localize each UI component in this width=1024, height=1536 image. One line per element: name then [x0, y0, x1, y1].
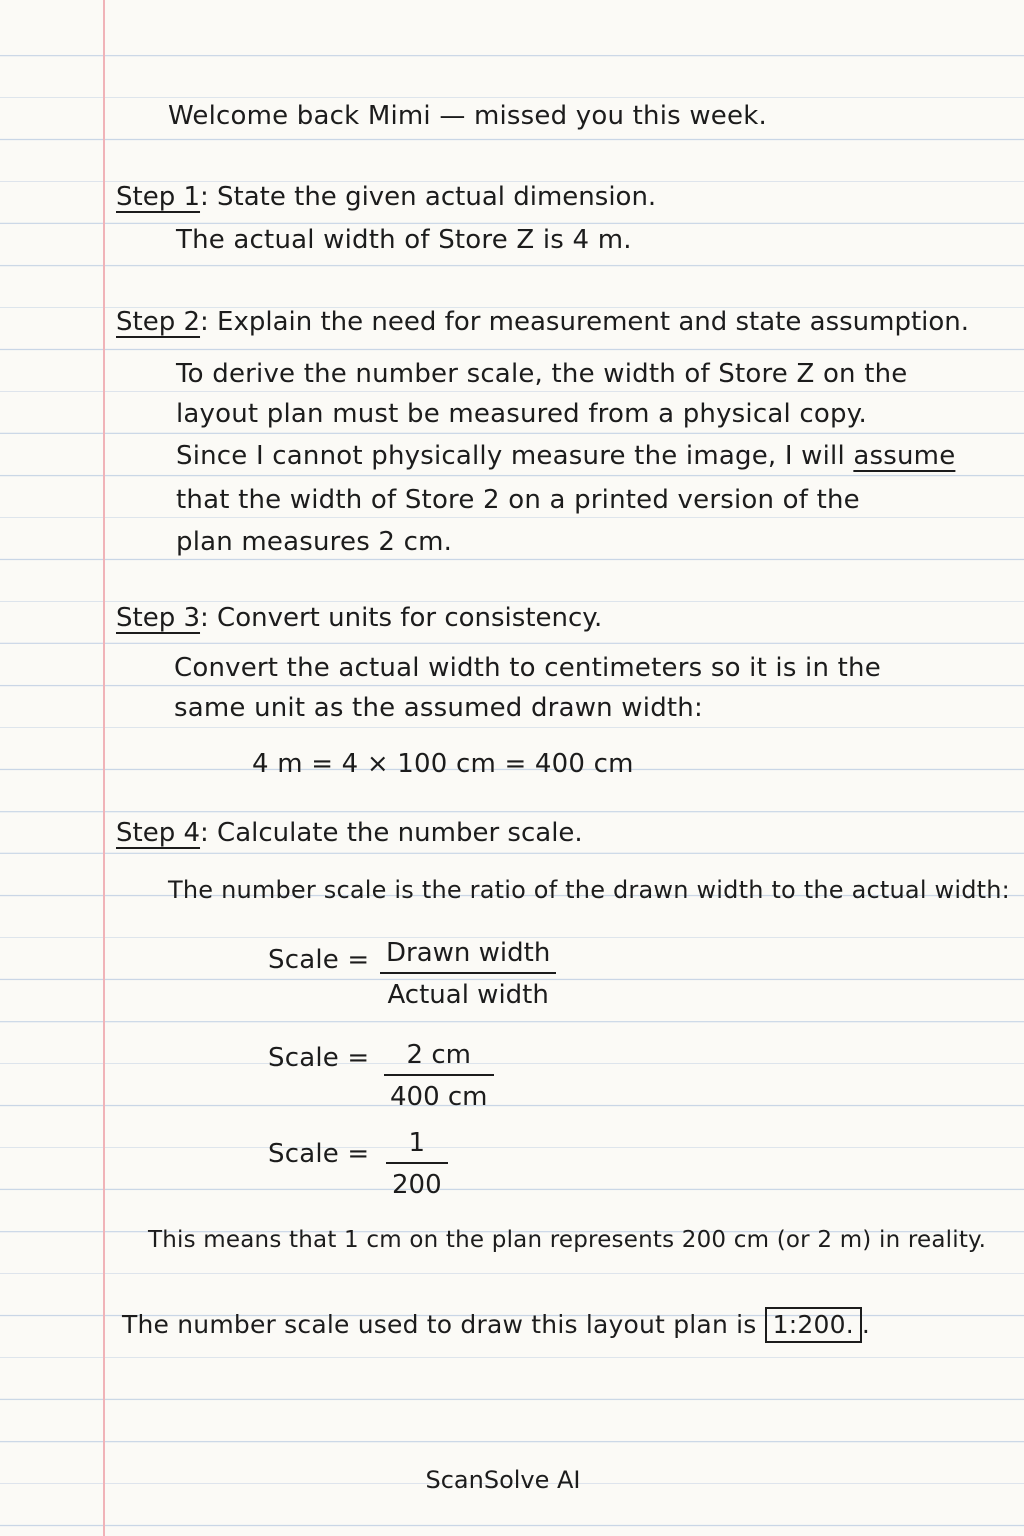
equation-3-numerator: 1	[408, 1128, 426, 1158]
step-3-label: Step 3	[116, 603, 201, 633]
step-3-line-1: Convert the actual width to centimeters so it is in the	[174, 653, 881, 683]
equation-1-denominator: Actual width	[387, 980, 549, 1010]
equation-3-fraction	[386, 1126, 448, 1202]
step-2-heading: Step 2: Explain the need for measurement and state assumption.	[116, 307, 970, 337]
step-2-label: Step 2	[116, 307, 201, 337]
step-2-line-3-text: Since I cannot physically measure the image, I will	[176, 441, 854, 471]
greeting: Welcome back Mimi — missed you this week.	[168, 101, 767, 131]
step-2-line-2: layout plan must be measured from a physical copy.	[176, 399, 868, 429]
equation-2-lhs: Scale =	[268, 1043, 370, 1073]
step-4-label: Step 4	[116, 818, 201, 848]
conclusion-text: The number scale used to draw this layout plan is	[122, 1310, 765, 1339]
step-1-label: Step 1	[116, 182, 201, 212]
equation-1-fraction-bar	[380, 972, 556, 974]
equation-3-fraction-bar	[386, 1162, 448, 1164]
step-1-line-1: The actual width of Store Z is 4 m.	[176, 225, 632, 255]
step-1-heading: Step 1: State the given actual dimension.	[116, 182, 657, 212]
footer-brand: ScanSolve AI	[425, 1466, 581, 1494]
final-answer-box: 1:200.	[765, 1307, 862, 1343]
step-4-line-1: The number scale is the ratio of the drawn width to the actual width:	[168, 876, 1010, 904]
equation-2-fraction-bar	[384, 1074, 494, 1076]
step-1-title: State the given actual dimension.	[217, 182, 657, 212]
notebook-margin-line	[103, 0, 105, 1536]
step-4-heading: Step 4: Calculate the number scale.	[116, 818, 583, 848]
unit-conversion-equation: 4 m = 4 × 100 cm = 400 cm	[252, 749, 634, 779]
step-3-heading: Step 3: Convert units for consistency.	[116, 603, 603, 633]
conclusion	[122, 1307, 870, 1343]
step-2-line-4: that the width of Store 2 on a printed version of the	[176, 485, 860, 515]
step-2-line-1: To derive the number scale, the width of Store Z on the	[176, 359, 908, 389]
step-4-title: Calculate the number scale.	[217, 818, 583, 848]
equation-2-fraction	[384, 1038, 494, 1114]
equation-3-denominator: 200	[392, 1170, 442, 1200]
equation-1-fraction	[380, 936, 556, 1012]
scale-meaning: This means that 1 cm on the plan represents 200 cm (or 2 m) in reality.	[148, 1227, 987, 1253]
equation-1-numerator: Drawn width	[386, 938, 551, 968]
step-3-line-2: same unit as the assumed drawn width:	[174, 693, 703, 723]
assume-underlined-word: assume	[853, 441, 956, 471]
step-2-line-3	[176, 439, 955, 473]
step-2-line-5: plan measures 2 cm.	[176, 527, 453, 557]
step-2-title: Explain the need for measurement and state assumption.	[217, 307, 970, 337]
step-3-title: Convert units for consistency.	[217, 603, 603, 633]
equation-1-lhs: Scale =	[268, 945, 370, 975]
equation-3-lhs: Scale =	[268, 1139, 370, 1169]
equation-2-denominator: 400 cm	[390, 1082, 488, 1112]
equation-2-numerator: 2 cm	[406, 1040, 471, 1070]
conclusion-period: .	[861, 1310, 871, 1339]
